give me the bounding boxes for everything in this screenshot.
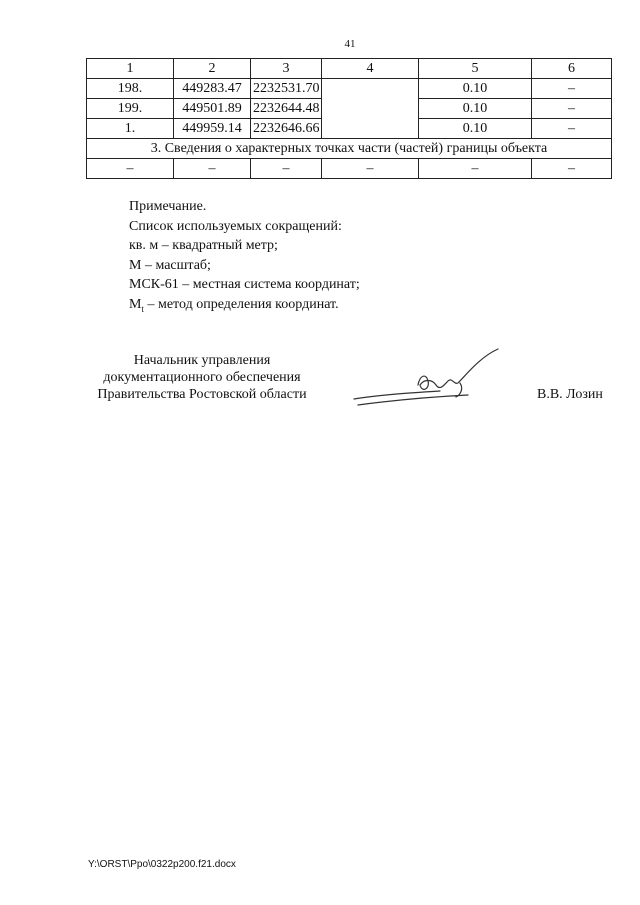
empty-cell: – bbox=[87, 159, 174, 179]
y-coordinate-cell: 2232646.66 bbox=[251, 119, 322, 139]
method-cell bbox=[322, 79, 419, 139]
empty-cell: – bbox=[419, 159, 532, 179]
mt-symbol: М bbox=[129, 296, 142, 312]
notes-title: Примечание. bbox=[129, 199, 207, 214]
accuracy-cell: 0.10 bbox=[419, 99, 532, 119]
description-cell: – bbox=[532, 119, 612, 139]
handwritten-signature bbox=[348, 345, 508, 415]
mt-text: – метод определения координат. bbox=[143, 296, 339, 312]
notes-line: кв. м – квадратный метр; bbox=[129, 238, 278, 253]
mt-subscript: t bbox=[141, 303, 144, 314]
file-path-footer: Y:\ORST\Ppo\0322p200.f21.docx bbox=[88, 859, 236, 870]
header-cell: 3 bbox=[251, 59, 322, 79]
header-cell: 2 bbox=[174, 59, 251, 79]
table-row bbox=[87, 159, 612, 179]
y-coordinate-cell: 2232531.70 bbox=[251, 79, 322, 99]
header-cell: 6 bbox=[532, 59, 612, 79]
empty-cell: – bbox=[532, 159, 612, 179]
description-cell: – bbox=[532, 79, 612, 99]
point-number-cell: 199. bbox=[87, 99, 174, 119]
point-number-cell: 198. bbox=[87, 79, 174, 99]
x-coordinate-cell: 449283.47 bbox=[174, 79, 251, 99]
accuracy-cell: 0.10 bbox=[419, 119, 532, 139]
table-header-row bbox=[87, 59, 612, 79]
x-coordinate-cell: 449501.89 bbox=[174, 99, 251, 119]
description-cell: – bbox=[532, 99, 612, 119]
notes-line: М – масштаб; bbox=[129, 257, 211, 273]
table-row bbox=[87, 79, 612, 99]
notes-block bbox=[129, 197, 360, 319]
notes-line: Список используемых сокращений: bbox=[129, 218, 342, 234]
point-number-cell: 1. bbox=[87, 119, 174, 139]
position-line: Начальник управления bbox=[133, 353, 271, 368]
section-title: 3. Сведения о характерных точках части (частей) границы объекта bbox=[87, 139, 612, 159]
header-cell: 5 bbox=[419, 59, 532, 79]
x-coordinate-cell: 449959.14 bbox=[174, 119, 251, 139]
y-coordinate-cell: 2232644.48 bbox=[251, 99, 322, 119]
coordinates-table bbox=[86, 58, 612, 179]
position-line: документационного обеспечения bbox=[103, 370, 301, 385]
section-row bbox=[87, 139, 612, 159]
notes-line-mt bbox=[129, 295, 360, 319]
empty-cell: – bbox=[322, 159, 419, 179]
header-cell: 1 bbox=[87, 59, 174, 79]
position-line: Правительства Ростовской области bbox=[97, 387, 307, 402]
page-number: 41 bbox=[344, 38, 356, 50]
empty-cell: – bbox=[174, 159, 251, 179]
notes-line: МСК-61 – местная система координат; bbox=[129, 277, 360, 292]
empty-cell: – bbox=[251, 159, 322, 179]
signatory-name: В.В. Лозин bbox=[537, 387, 603, 402]
accuracy-cell: 0.10 bbox=[419, 79, 532, 99]
signatory-position bbox=[86, 352, 318, 403]
header-cell: 4 bbox=[322, 59, 419, 79]
